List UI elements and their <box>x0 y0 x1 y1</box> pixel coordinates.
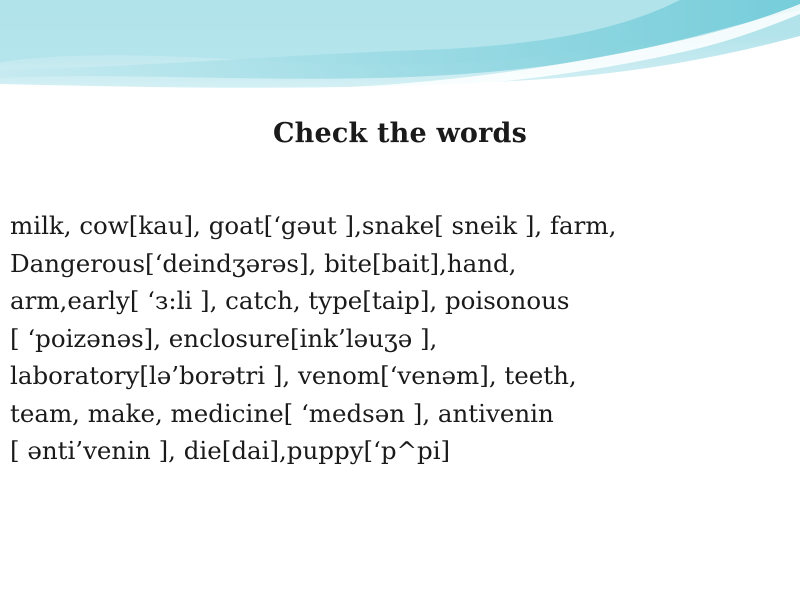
word-list-line: [ ‘poizənəs], enclosure[ink’ləuʒə ], <box>10 323 438 353</box>
word-list-line: laboratory[lə’borətri ], venom[‘venəm], teeth, <box>10 361 577 390</box>
word-list <box>10 207 795 470</box>
word-list-line: team, make, medicine[ ‘medsən ], antivenin <box>10 398 554 428</box>
word-list-line: [ ənti’venin ], die[dai],puppy[‘p^pi] <box>10 436 451 465</box>
slide-title: Check the words <box>272 118 528 149</box>
decorative-wave-banner <box>0 0 800 92</box>
word-list-line: arm,early[ ‘з:li ], catch, type[taip], poisonous <box>10 286 570 315</box>
word-list-line: milk, cow[kau], goat[‘gəut ],snake[ sneik ], farm, <box>10 211 617 240</box>
word-list-line: Dangerous[‘deindʒərəs], bite[bait],hand, <box>10 248 517 278</box>
